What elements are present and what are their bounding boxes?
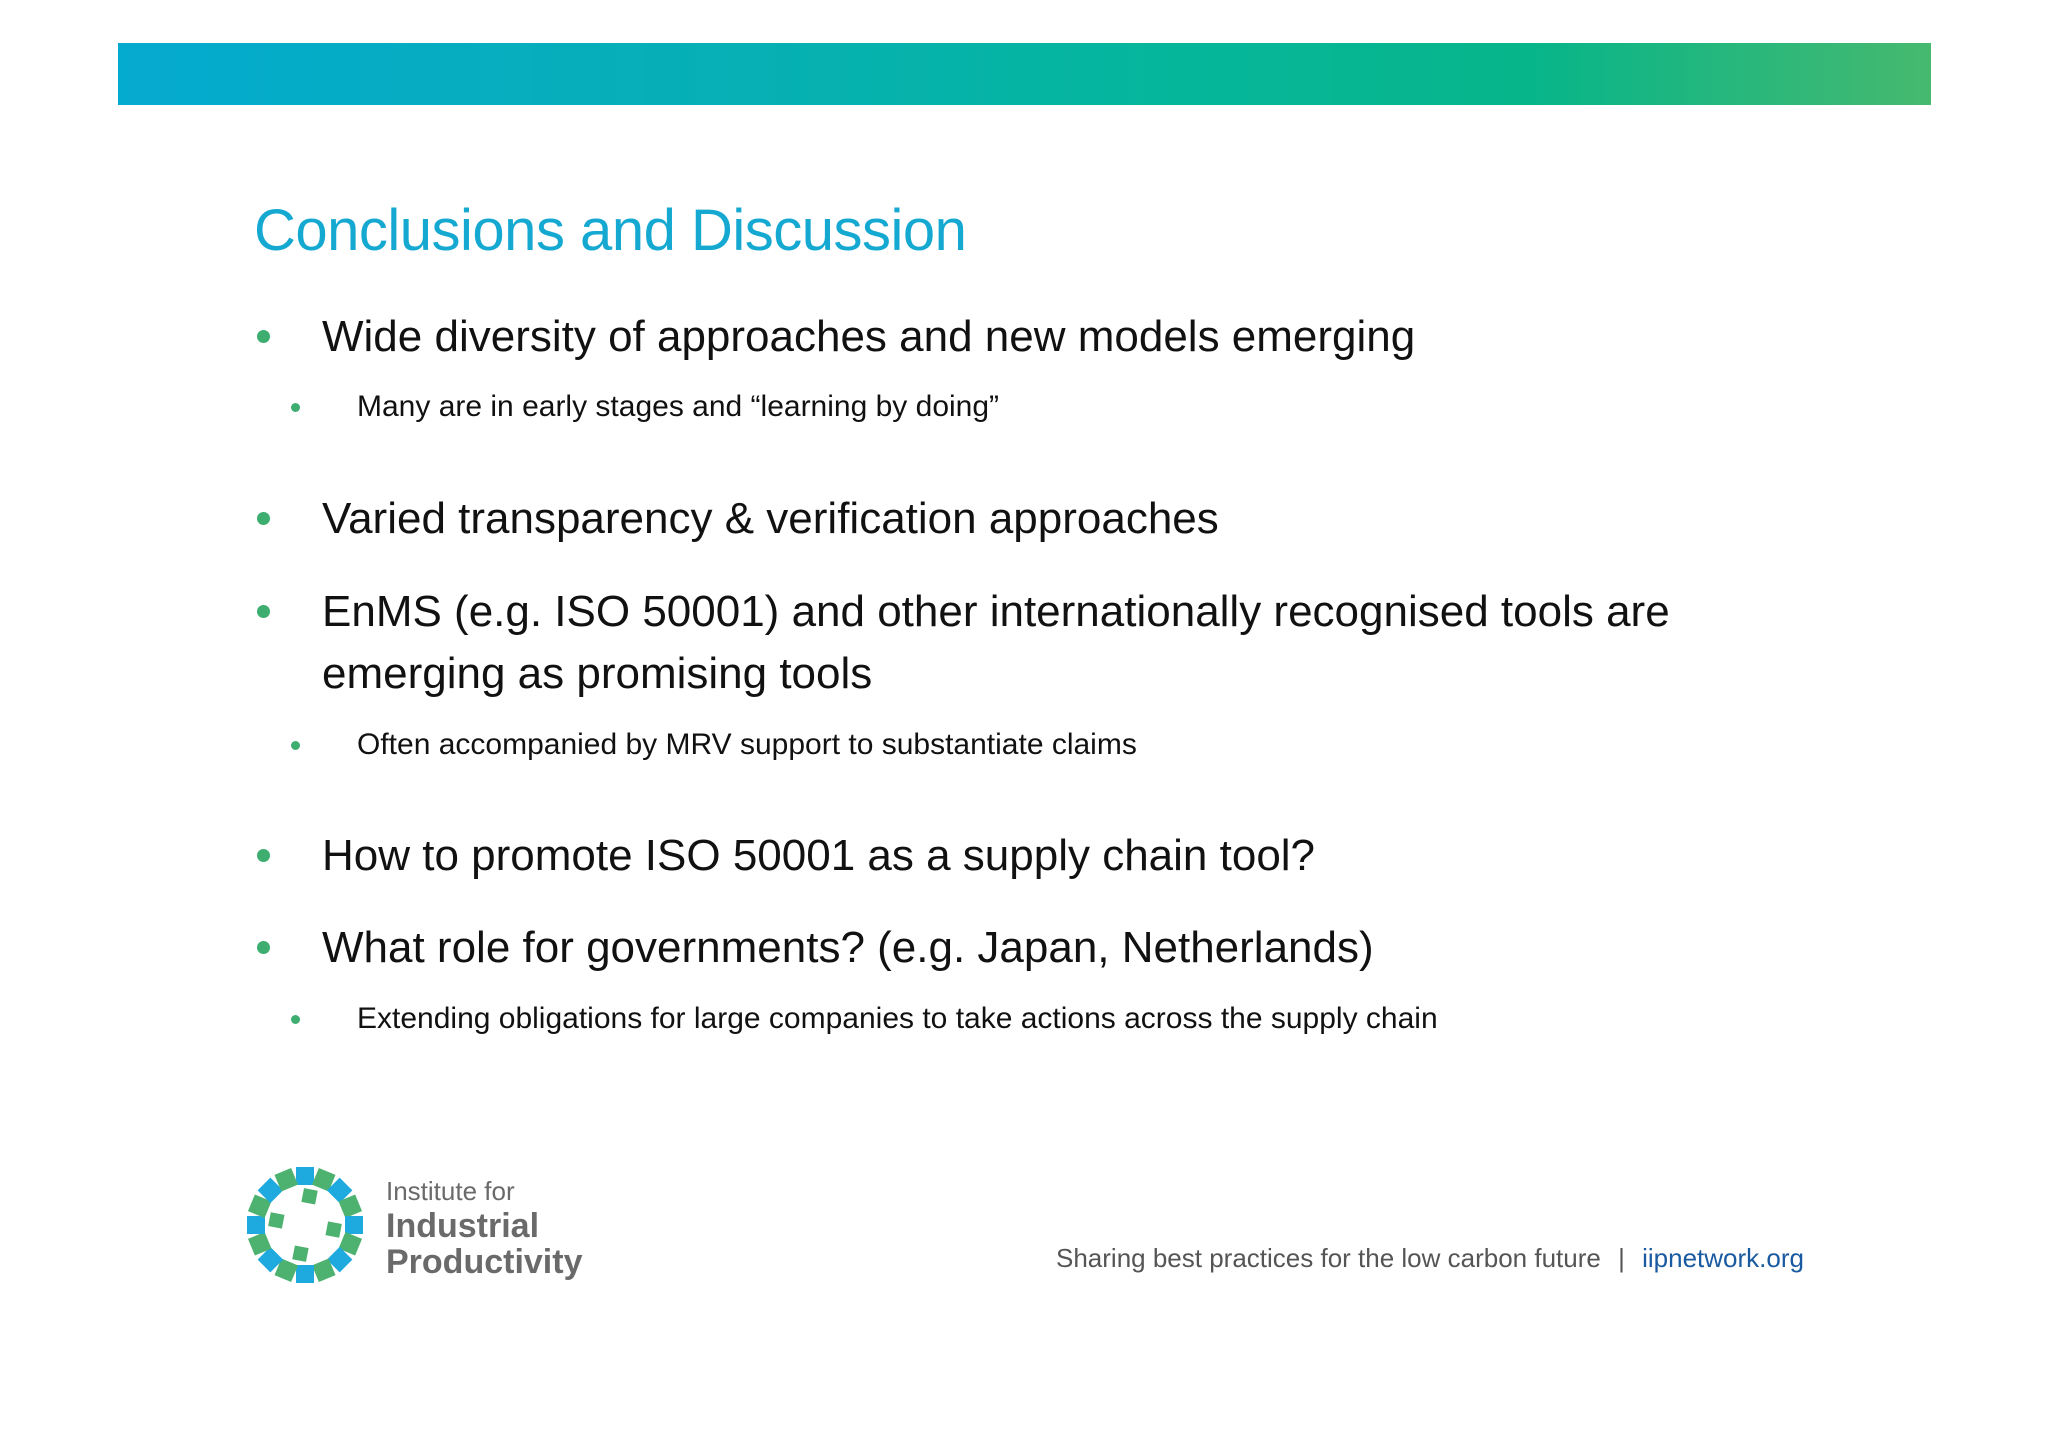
bullet-dot-icon	[257, 849, 270, 862]
logo-line-productivity: Productivity	[386, 1243, 583, 1281]
sub-bullet-item	[357, 387, 1757, 427]
bullet-dot-icon	[257, 330, 270, 343]
footer-tagline: Sharing best practices for the low carbon future	[1056, 1243, 1601, 1273]
bullet-item	[322, 581, 1762, 705]
bullet-text: What role for governments? (e.g. Japan, Netherlands)	[322, 923, 1374, 972]
bullet-item	[322, 488, 1762, 550]
sub-bullet-dot-icon	[291, 1015, 300, 1024]
bullet-dot-icon	[257, 941, 270, 954]
sub-bullet-text: Often accompanied by MRV support to substantiate claims	[357, 728, 1137, 761]
logo-line-institute: Institute for	[386, 1176, 515, 1206]
sub-bullet-item	[357, 725, 1757, 765]
footer	[1056, 1243, 1804, 1274]
bullet-item	[322, 917, 1762, 979]
footer-separator: |	[1618, 1243, 1625, 1273]
sub-bullet-dot-icon	[291, 741, 300, 750]
bullet-text: EnMS (e.g. ISO 50001) and other internationally recognised tools are emerging as promising tools	[322, 587, 1670, 698]
sub-bullet-item	[357, 999, 1757, 1039]
bullet-text: Wide diversity of approaches and new models emerging	[322, 312, 1416, 361]
footer-website-link[interactable]: iipnetwork.org	[1642, 1243, 1804, 1273]
sub-bullet-text: Extending obligations for large companies to take actions across the supply chain	[357, 1002, 1438, 1035]
logo-line-industrial: Industrial	[386, 1207, 540, 1245]
logo-wordmark	[386, 1174, 582, 1280]
bullet-text: How to promote ISO 50001 as a supply chain tool?	[322, 831, 1316, 880]
bullet-item	[322, 825, 1762, 887]
slide-title: Conclusions and Discussion	[254, 198, 967, 263]
bullet-dot-icon	[257, 605, 270, 618]
sub-bullet-dot-icon	[291, 403, 300, 412]
sub-bullet-text: Many are in early stages and “learning by doing”	[357, 390, 1000, 423]
bullet-dot-icon	[257, 512, 270, 525]
bullet-item	[322, 306, 1762, 368]
bullet-text: Varied transparency & verification approaches	[322, 494, 1219, 543]
